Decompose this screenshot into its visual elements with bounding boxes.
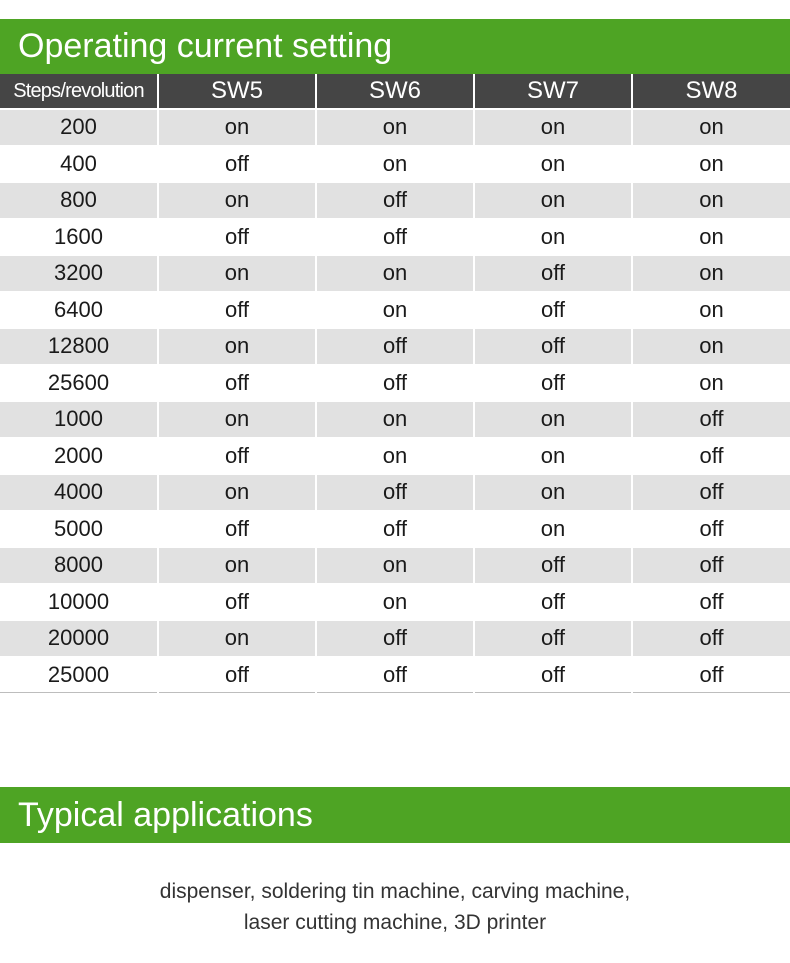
section-title-operating-current (0, 19, 790, 74)
header-sw8: SW8 (632, 74, 790, 109)
sw8-cell: on (632, 182, 790, 219)
sw7-cell: off (474, 365, 632, 402)
sw5-cell: on (158, 182, 316, 219)
sw5-cell: on (158, 547, 316, 584)
sw5-cell: on (158, 328, 316, 365)
sw8-cell: on (632, 365, 790, 402)
table-row (0, 109, 790, 146)
sw7-cell: on (474, 109, 632, 146)
steps-cell: 10000 (0, 584, 158, 621)
sw7-cell: on (474, 438, 632, 475)
table-row (0, 328, 790, 365)
steps-cell: 2000 (0, 438, 158, 475)
sw8-cell: on (632, 255, 790, 292)
sw6-cell: on (316, 292, 474, 329)
sw8-cell: on (632, 109, 790, 146)
table-row (0, 657, 790, 693)
applications-text (0, 876, 790, 938)
sw7-cell: on (474, 401, 632, 438)
header-steps-revolution: Steps/revolution (0, 74, 158, 109)
table-row (0, 547, 790, 584)
sw7-cell: off (474, 255, 632, 292)
table-header-row (0, 74, 790, 109)
sw6-cell: off (316, 182, 474, 219)
sw7-cell: on (474, 146, 632, 183)
sw5-cell: on (158, 109, 316, 146)
sw6-cell: off (316, 511, 474, 548)
dip-switch-table (0, 74, 790, 693)
header-sw7: SW7 (474, 74, 632, 109)
sw7-cell: on (474, 219, 632, 256)
sw6-cell: off (316, 219, 474, 256)
sw8-cell: off (632, 657, 790, 693)
sw8-cell: on (632, 328, 790, 365)
header-sw5: SW5 (158, 74, 316, 109)
sw5-cell: off (158, 657, 316, 693)
steps-cell: 1600 (0, 219, 158, 256)
sw5-cell: off (158, 511, 316, 548)
sw7-cell: on (474, 182, 632, 219)
steps-cell: 200 (0, 109, 158, 146)
sw7-cell: on (474, 511, 632, 548)
steps-cell: 8000 (0, 547, 158, 584)
applications-line-1: dispenser, soldering tin machine, carving machine, (159, 880, 631, 903)
sw6-cell: on (316, 584, 474, 621)
sw5-cell: off (158, 219, 316, 256)
sw6-cell: on (316, 547, 474, 584)
steps-cell: 5000 (0, 511, 158, 548)
sw8-cell: on (632, 146, 790, 183)
sw5-cell: off (158, 146, 316, 183)
sw6-cell: on (316, 146, 474, 183)
sw8-cell: on (632, 292, 790, 329)
table-row (0, 474, 790, 511)
section-title-typical-applications (0, 787, 790, 843)
sw6-cell: off (316, 620, 474, 657)
sw7-cell: off (474, 584, 632, 621)
steps-cell: 25600 (0, 365, 158, 402)
sw8-cell: off (632, 511, 790, 548)
sw5-cell: on (158, 401, 316, 438)
sw7-cell: off (474, 620, 632, 657)
sw6-cell: on (316, 255, 474, 292)
sw5-cell: off (158, 365, 316, 402)
applications-line-2: laser cutting machine, 3D printer (243, 911, 547, 934)
sw5-cell: off (158, 292, 316, 329)
sw6-cell: on (316, 401, 474, 438)
table-row (0, 146, 790, 183)
table-row (0, 401, 790, 438)
sw6-cell: off (316, 474, 474, 511)
sw6-cell: on (316, 438, 474, 475)
steps-cell: 1000 (0, 401, 158, 438)
table-row (0, 584, 790, 621)
table-row (0, 219, 790, 256)
steps-cell: 20000 (0, 620, 158, 657)
sw8-cell: off (632, 438, 790, 475)
sw6-cell: off (316, 657, 474, 693)
steps-cell: 25000 (0, 657, 158, 693)
table-row (0, 620, 790, 657)
sw6-cell: on (316, 109, 474, 146)
steps-cell: 400 (0, 146, 158, 183)
sw8-cell: off (632, 547, 790, 584)
sw5-cell: on (158, 255, 316, 292)
sw8-cell: on (632, 219, 790, 256)
sw7-cell: on (474, 474, 632, 511)
table-row (0, 511, 790, 548)
steps-cell: 12800 (0, 328, 158, 365)
sw8-cell: off (632, 474, 790, 511)
sw7-cell: off (474, 547, 632, 584)
table-row (0, 182, 790, 219)
sw5-cell: on (158, 620, 316, 657)
table-row (0, 438, 790, 475)
sw5-cell: off (158, 438, 316, 475)
section-title-text: Typical applications (18, 795, 313, 834)
sw5-cell: off (158, 584, 316, 621)
sw5-cell: on (158, 474, 316, 511)
sw7-cell: off (474, 657, 632, 693)
sw7-cell: off (474, 292, 632, 329)
sw8-cell: off (632, 584, 790, 621)
steps-cell: 3200 (0, 255, 158, 292)
section-title-text: Operating current setting (18, 27, 393, 65)
steps-cell: 6400 (0, 292, 158, 329)
table-row (0, 292, 790, 329)
header-sw6: SW6 (316, 74, 474, 109)
table-row (0, 255, 790, 292)
sw6-cell: off (316, 365, 474, 402)
sw7-cell: off (474, 328, 632, 365)
sw8-cell: off (632, 401, 790, 438)
sw8-cell: off (632, 620, 790, 657)
table-row (0, 365, 790, 402)
sw6-cell: off (316, 328, 474, 365)
steps-cell: 800 (0, 182, 158, 219)
steps-cell: 4000 (0, 474, 158, 511)
